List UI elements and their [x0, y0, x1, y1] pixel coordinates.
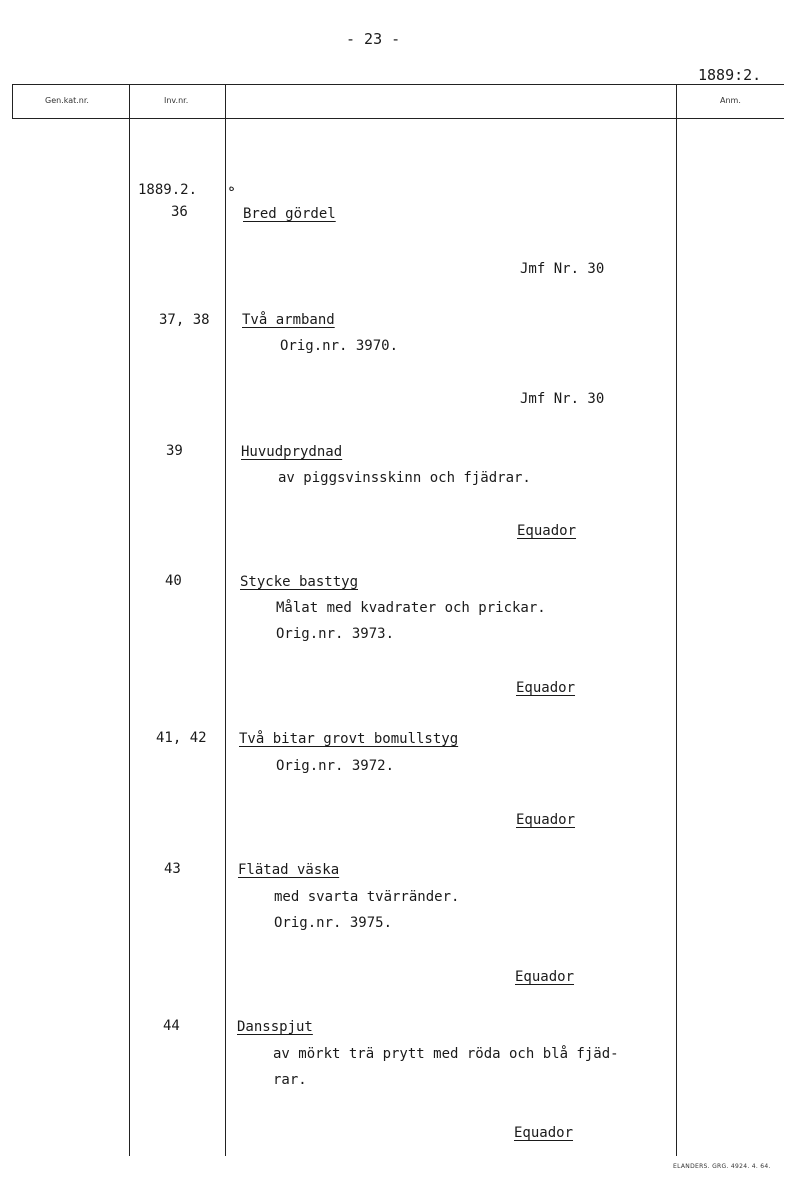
page-number: - 23 - [346, 30, 401, 48]
header-inv: Inv.nr. [164, 96, 189, 105]
inv-number: 43 [164, 861, 181, 877]
entry-description-line: Målat med kvadrater och prickar. [276, 600, 546, 616]
col-divider-2 [225, 84, 226, 1156]
entry-title: Stycke basttyg [240, 574, 359, 590]
small-mark-icon: ه [228, 180, 236, 194]
entry-description-line: Orig.nr. 3973. [276, 626, 395, 642]
entry-provenance: Equador [517, 523, 577, 539]
entry-provenance: Equador [516, 812, 576, 828]
left-border [12, 84, 13, 118]
entry-title: Bred gördel [243, 206, 336, 222]
entry-description-line: av piggsvinsskinn och fjädrar. [278, 470, 531, 486]
col-divider-3 [676, 84, 677, 1156]
entry-provenance: Equador [516, 680, 576, 696]
inv-number: 36 [171, 204, 188, 220]
table-top-rule [12, 84, 784, 85]
entry-description-line: Orig.nr. 3972. [276, 758, 395, 774]
entry-description-line: Orig.nr. 3975. [274, 915, 393, 931]
top-right-year: 1889:2. [698, 66, 762, 84]
entry-description-line: av mörkt trä prytt med röda och blå fjäd- [273, 1046, 619, 1062]
header-anm: Anm. [720, 96, 741, 105]
entry-description-line: rar. [273, 1072, 307, 1088]
entry-title: Flätad väska [238, 862, 340, 878]
header-bottom-rule [12, 118, 784, 119]
inv-number: 40 [165, 573, 182, 589]
header-gen-kat: Gen.kat.nr. [45, 96, 89, 105]
entry-description-line: Orig.nr. 3970. [280, 338, 399, 354]
entry-title: Två armband [242, 312, 335, 328]
col-divider-1 [129, 84, 130, 1156]
entry-provenance: Equador [514, 1125, 574, 1141]
entry-title: Dansspjut [237, 1019, 313, 1035]
entry-reference: Jmf Nr. 30 [520, 261, 605, 277]
printer-footer: ELANDERS. GRG. 4924. 4. 64. [673, 1163, 771, 1170]
entry-provenance: Equador [515, 969, 575, 985]
inv-number: 41, 42 [156, 730, 207, 746]
entry-title: Två bitar grovt bomullstyg [239, 731, 459, 747]
inv-number: 39 [166, 443, 183, 459]
entry-title: Huvudprydnad [241, 444, 343, 460]
group-label: 1889.2. [138, 182, 198, 198]
entry-description-line: med svarta tvärränder. [274, 889, 460, 905]
inv-number: 37, 38 [159, 312, 210, 328]
entry-reference: Jmf Nr. 30 [520, 391, 605, 407]
inv-number: 44 [163, 1018, 180, 1034]
